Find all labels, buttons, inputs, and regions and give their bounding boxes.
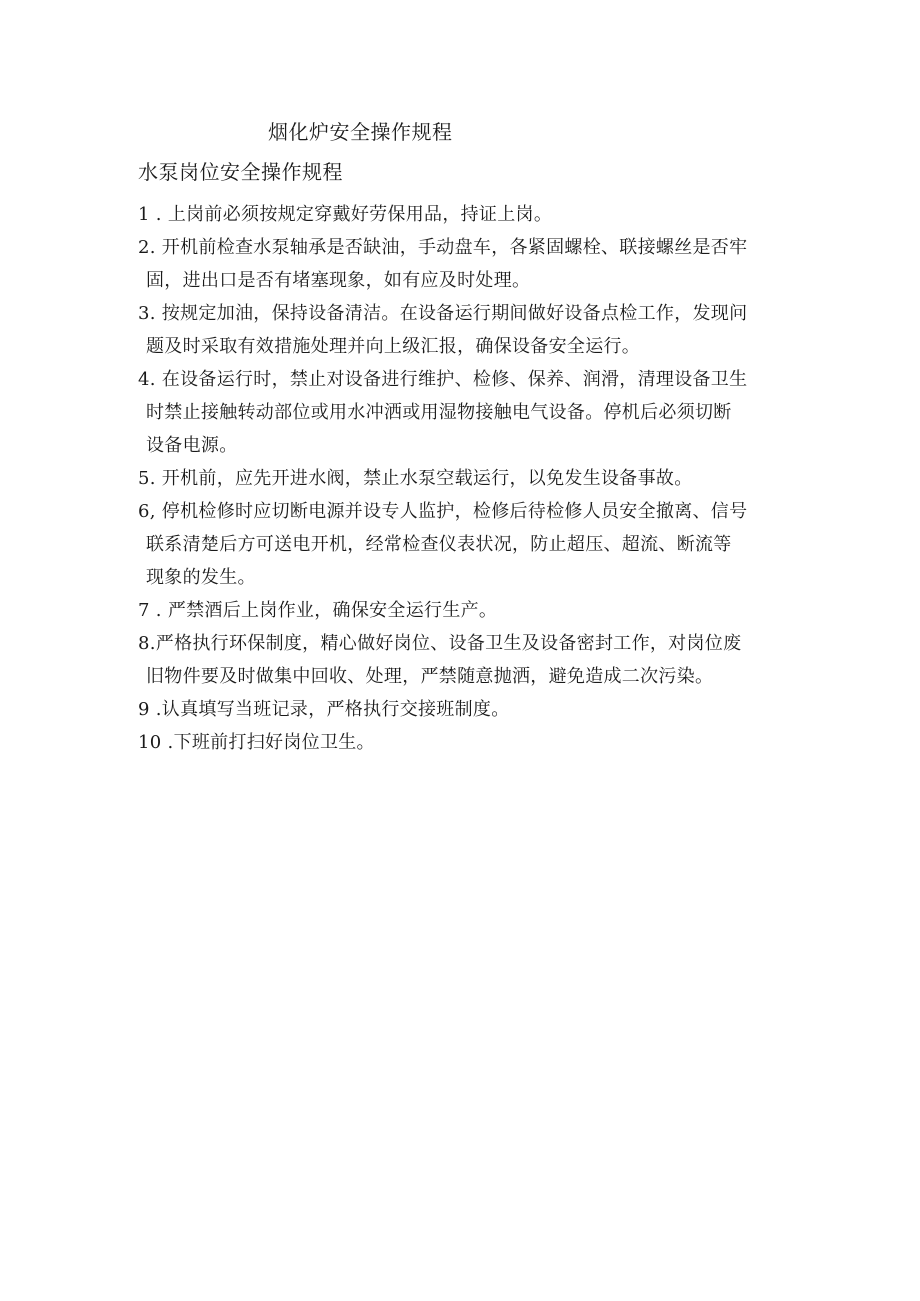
rule-number: 2. xyxy=(138,237,162,258)
rule-text: 严格执行环保制度，精心做好岗位、设备卫生及设备密封工作，对岗位废 xyxy=(155,633,742,654)
rule-text: 下班前打扫好岗位卫生。 xyxy=(173,732,375,753)
rule-text: 停机检修时应切断电源并设专人监护，检修后待检修人员安全撤离、信号 xyxy=(161,501,748,522)
rule-item xyxy=(138,693,798,726)
document-title: 烟化炉安全操作规程 xyxy=(268,120,453,144)
rule-item xyxy=(138,363,798,462)
rule-number: 6, xyxy=(138,501,162,522)
rule-line: 设备电源。 xyxy=(146,435,238,456)
rule-number: 10 . xyxy=(138,732,174,753)
rule-item xyxy=(138,198,798,231)
rule-line xyxy=(138,594,798,627)
rule-line xyxy=(138,627,798,660)
rule-line: 固，进出口是否有堵塞现象，如有应及时处理。 xyxy=(146,270,531,291)
rule-line xyxy=(138,363,798,396)
rule-number: 8. xyxy=(138,633,156,654)
rule-line xyxy=(138,693,798,726)
rule-item xyxy=(138,594,798,627)
rule-line: 题及时采取有效措施处理并向上级汇报，确保设备安全运行。 xyxy=(146,336,641,357)
rule-line xyxy=(138,297,798,330)
rule-text: 开机前，应先开进水阀，禁止水泵空载运行，以免发生设备事故。 xyxy=(161,468,693,489)
rule-number: 5. xyxy=(138,468,162,489)
rule-number: 1 . xyxy=(138,204,168,225)
rule-item xyxy=(138,726,798,759)
document-subtitle: 水泵岗位安全操作规程 xyxy=(138,160,343,184)
rule-item xyxy=(138,231,798,297)
rule-line xyxy=(138,198,798,231)
rule-line xyxy=(138,726,798,759)
rule-line: 现象的发生。 xyxy=(146,567,256,588)
rule-line: 时禁止接触转动部位或用水冲洒或用湿物接触电气设备。停机后必须切断 xyxy=(146,402,732,423)
rule-item xyxy=(138,627,798,693)
rule-number: 9 . xyxy=(138,699,162,720)
rule-line xyxy=(138,462,798,495)
rule-number: 4. xyxy=(138,369,162,390)
rule-item xyxy=(138,495,798,594)
rule-text: 开机前检查水泵轴承是否缺油，手动盘车，各紧固螺栓、联接螺丝是否牢 xyxy=(161,237,748,258)
rule-number: 7 . xyxy=(138,600,168,621)
rule-item xyxy=(138,297,798,363)
rule-text: 严禁酒后上岗作业，确保安全运行生产。 xyxy=(167,600,498,621)
rule-number: 3. xyxy=(138,303,162,324)
rule-line xyxy=(138,231,798,264)
rule-text: 上岗前必须按规定穿戴好劳保用品，持证上岗。 xyxy=(167,204,553,225)
rule-text: 按规定加油，保持设备清洁。在设备运行期间做好设备点检工作，发现问 xyxy=(161,303,748,324)
rule-text: 认真填写当班记录，严格执行交接班制度。 xyxy=(161,699,510,720)
rule-line xyxy=(138,495,798,528)
rules-list xyxy=(138,198,798,759)
rule-item xyxy=(138,462,798,495)
rule-line: 旧物件要及时做集中回收、处理，严禁随意抛洒，避免造成二次污染。 xyxy=(146,666,714,687)
rule-text: 在设备运行时，禁止对设备进行维护、检修、保养、润滑，清理设备卫生 xyxy=(161,369,748,390)
rule-line: 联系清楚后方可送电开机，经常检查仪表状况，防止超压、超流、断流等 xyxy=(146,534,732,555)
